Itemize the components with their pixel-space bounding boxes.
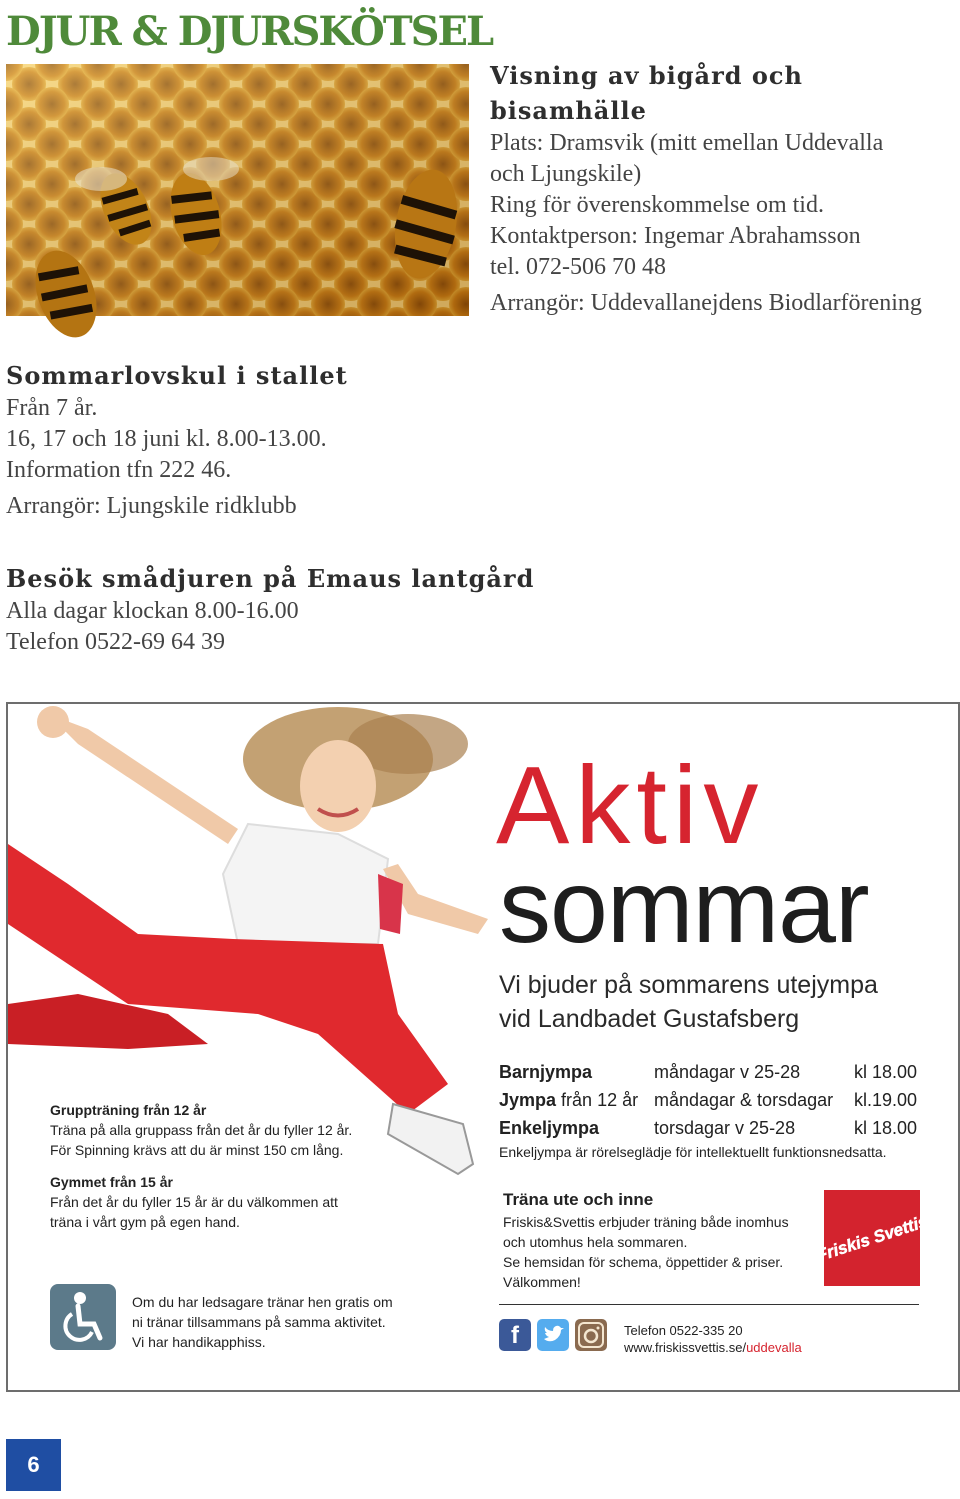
wheelchair-icon <box>50 1284 116 1350</box>
schedule-note: Enkeljympa är rörelseglädje för intellektuellt funktionsnedsatta. <box>499 1144 887 1160</box>
event-line: Kontaktperson: Ingemar Abrahamsson <box>490 223 861 249</box>
tagline-line: vid Landbadet Gustafsberg <box>499 1005 800 1033</box>
section-heading: DJUR & DJURSKÖTSEL <box>6 8 493 55</box>
event-title: Visning av bigård och <box>490 61 803 90</box>
event-line: Information tfn 222 46. <box>6 457 232 483</box>
schedule-row-name: Barnjympa <box>499 1062 593 1082</box>
friskis-logo-text: Friskis Svettis <box>814 1211 930 1266</box>
page-number: 6 <box>6 1439 61 1491</box>
event-line: och Ljungskile) <box>490 161 642 187</box>
group-line: För Spinning krävs att du är minst 150 cm lång. <box>50 1142 344 1158</box>
schedule-row-time: kl.19.00 <box>854 1090 918 1110</box>
group-line: Träna på alla gruppass från det år du fyller 12 år. <box>50 1122 353 1138</box>
event-organizer: Arrangör: Uddevallanejdens Biodlarförening <box>490 290 922 316</box>
accessibility-text <box>132 1292 432 1352</box>
friskis-advert <box>6 702 960 1392</box>
accessibility-line: Vi har handikapphiss. <box>132 1334 266 1350</box>
train-block <box>503 1188 823 1292</box>
event-title-cont: bisamhälle <box>490 96 647 125</box>
event-organizer: Arrangör: Ljungskile ridklubb <box>6 493 297 519</box>
schedule-times <box>854 1058 917 1142</box>
contact-info <box>624 1322 802 1356</box>
schedule-row-days: torsdagar v 25-28 <box>654 1118 796 1138</box>
gym-line: träna i vårt gym på egen hand. <box>50 1214 240 1230</box>
ad-title-sommar: sommar <box>499 849 869 965</box>
event-summer-stable <box>6 358 606 522</box>
ad-title-aktiv: Aktiv <box>496 744 765 867</box>
event-line: tel. 072-506 70 48 <box>490 254 666 280</box>
schedule-row-days: måndagar v 25-28 <box>654 1062 801 1082</box>
gym-heading: Gymmet från 15 år <box>50 1174 173 1190</box>
event-line: Telefon 0522-69 64 39 <box>6 629 225 655</box>
schedule-names <box>499 1058 638 1142</box>
event-title: Sommarlovskul i stallet <box>6 361 348 390</box>
train-line: Friskis&Svettis erbjuder träning både inomhus <box>503 1214 789 1230</box>
train-line: Välkommen! <box>503 1274 581 1290</box>
phone-number: Telefon 0522-335 20 <box>624 1323 743 1338</box>
event-bee-visit <box>490 58 958 319</box>
divider <box>499 1304 919 1305</box>
event-title: Besök smådjuren på Emaus lantgård <box>6 564 535 593</box>
event-line: Alla dagar klockan 8.00-16.00 <box>6 598 299 624</box>
event-line: Ring för överenskommelse om tid. <box>490 192 824 218</box>
schedule-row-days: måndagar & torsdagar <box>654 1090 834 1110</box>
event-line: 16, 17 och 18 juni kl. 8.00-13.00. <box>6 426 327 452</box>
schedule-row-time: kl 18.00 <box>854 1118 918 1138</box>
event-emaus-farm <box>6 561 706 658</box>
gym-line: Från det år du fyller 15 år är du välkommen att <box>50 1194 338 1210</box>
train-line: och utomhus hela sommaren. <box>503 1234 688 1250</box>
schedule-days <box>654 1058 833 1142</box>
accessibility-line: ni tränar tillsammans på samma aktivitet. <box>132 1314 386 1330</box>
website-link[interactable]: www.friskissvettis.se/uddevalla <box>624 1340 802 1355</box>
schedule-row-name: Enkeljympa <box>499 1118 600 1138</box>
accessibility-line: Om du har ledsagare tränar hen gratis om <box>132 1294 393 1310</box>
event-line: Plats: Dramsvik (mitt emellan Uddevalla <box>490 130 884 156</box>
event-line: Från 7 år. <box>6 395 98 421</box>
group-heading: Gruppträning från 12 år <box>50 1102 207 1118</box>
ad-tagline <box>499 968 878 1036</box>
train-line: Se hemsidan för schema, öppettider & priser. <box>503 1254 784 1270</box>
left-info <box>50 1100 395 1232</box>
instagram-icon[interactable] <box>575 1319 607 1351</box>
twitter-icon[interactable] <box>537 1319 569 1351</box>
train-heading: Träna ute och inne <box>503 1190 654 1209</box>
friskis-logo <box>814 1190 930 1286</box>
schedule-row-name: Jympa från 12 år <box>499 1090 639 1110</box>
facebook-icon[interactable]: f <box>499 1319 531 1351</box>
tagline-line: Vi bjuder på sommarens utejympa <box>499 971 878 999</box>
schedule-row-time: kl 18.00 <box>854 1062 918 1082</box>
bee-honeycomb-photo <box>6 64 469 316</box>
